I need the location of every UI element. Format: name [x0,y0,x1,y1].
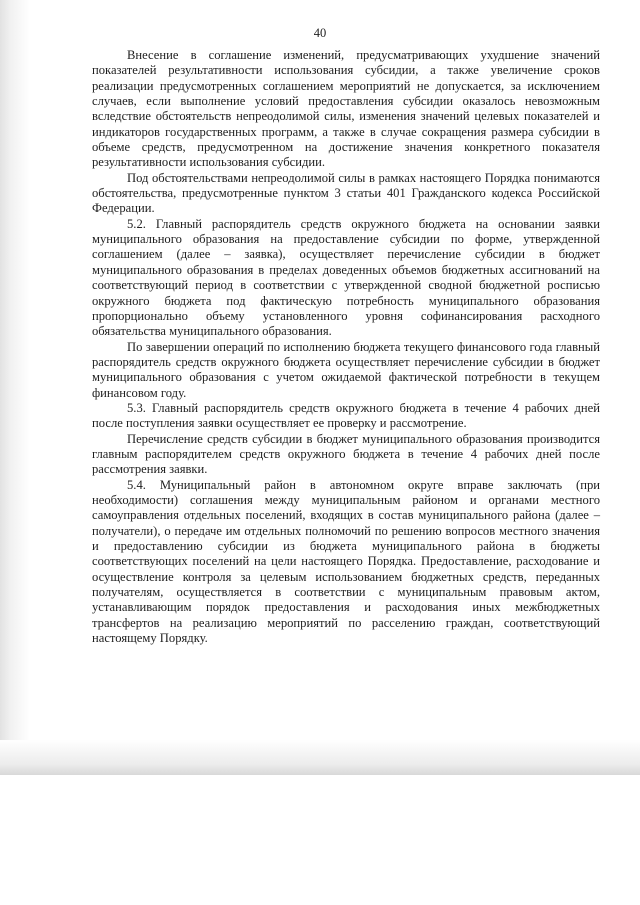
paragraph-section-5-2: 5.2. Главный распорядитель средств окружного бюджета на основании заявки муниципального образования на предоставление субсидии по форме, утвержденной соглашением (далее – заявка), осуществляет перечисление субсидии в бюджет муниципального образования в пределах доведенных объемов бюджетных ассигнований на соответствующий период в соответствии с утвержденной сводной бюджетной росписью окружного бюджета под фактическую потребность муниципального образования пропорционально объему установленного уровня софинансирования расходного обязательства муниципального образования. [92,216,600,339]
page-number: 40 [313,26,327,40]
paragraph-amendment-restrictions: Внесение в соглашение изменений, предусматривающих ухудшение значений показателей результативности использования субсидии, а также увеличение сроков реализации предусмотренных соглашением мероприятий не допускается, за исключением случаев, если выполнение условий предоставления субсидии оказалось невозможным вследствие обстоятельств непреодолимой силы, изменения значений целевых показателей и индикаторов государственных программ, а также в случае сокращения размера субсидии в объеме средств, предусмотренном на достижение значения конкретного показателя результативности использования субсидии. [92,48,600,170]
paragraph-section-5-3: 5.3. Главный распорядитель средств окружного бюджета в течение 4 рабочих дней после поступления заявки осуществляет ее проверку и рассмотрение. [92,400,600,431]
paragraph-force-majeure: Под обстоятельствами непреодолимой силы в рамках настоящего Порядка понимаются обстоятельства, предусмотренные пунктом 3 статьи 401 Гражданского кодекса Российской Федерации. [92,170,600,216]
paragraph-subsidy-transfer: Перечисление средств субсидии в бюджет муниципального образования производится главным распорядителем средств окружного бюджета в течение 4 рабочих дней после рассмотрения заявки. [92,431,600,477]
document-body [92,48,600,646]
paragraph-section-5-4: 5.4. Муниципальный район в автономном округе вправе заключать (при необходимости) соглашения между муниципальным районом и органами местного самоуправления отдельных поселений, входящих в состав муниципального района (далее – получатели), о передаче им отдельных полномочий по решению вопросов местного значения и предоставлению субсидии из бюджета муниципального района в бюджеты соответствующих поселений на цели настоящего Порядка. Предоставление, расходование и осуществление контроля за целевым использованием бюджетных средств, переданных получателям, осуществляется в соответствии с муниципальным правовым актом, устанавливающим порядок предоставления и расходования иных межбюджетных трансфертов на реализацию мероприятий по расселению граждан, соответствующий настоящему Порядку. [92,477,600,646]
paragraph-year-end-transfer: По завершении операций по исполнению бюджета текущего финансового года главный распорядитель средств окружного бюджета осуществляет перечисление субсидии в бюджет муниципального образования с учетом ожидаемой фактической потребности в текущем финансовом году. [92,339,600,400]
